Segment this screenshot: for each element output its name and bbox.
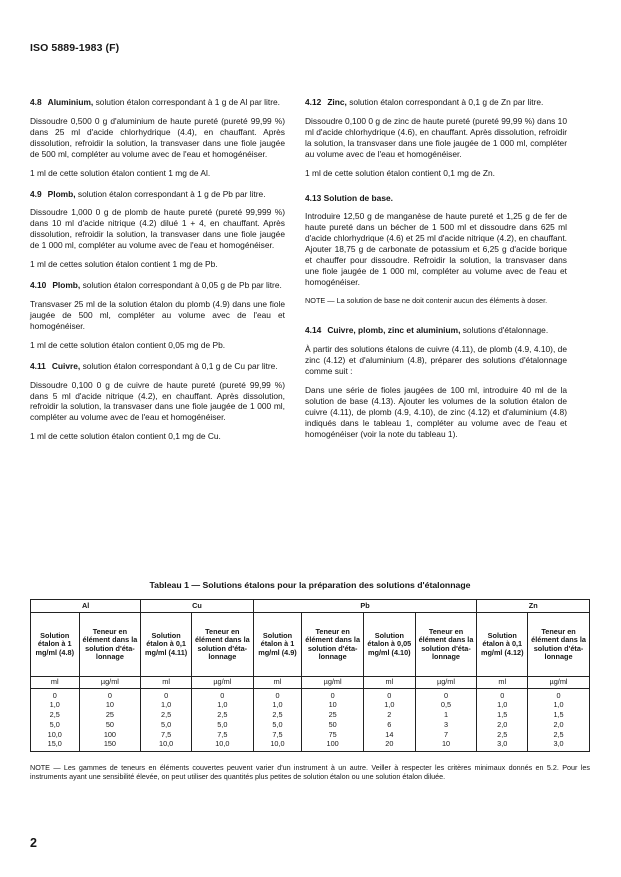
table-cell: 1 xyxy=(415,710,477,720)
table-cell: 2,5 xyxy=(253,710,302,720)
section-paragraph: Dissoudre 0,500 0 g d'aluminium de haute pureté (pureté 99,99 %) dans 25 ml d'acide chlorhydrique (4.4), en chauffant. Après dissolution, refroidir la solution, la transvaser dans une fiole jaugée de 500 ml, compléter au volume avec de l'eau et homogénéiser. xyxy=(30,115,285,159)
table-cell: 1,0 xyxy=(477,700,528,710)
page-number: 2 xyxy=(30,836,37,850)
section-name: Plomb, xyxy=(52,280,81,291)
table-cell: 0 xyxy=(31,689,80,701)
table-cell: 1,0 xyxy=(253,700,302,710)
section-title-text: solution étalon correspondant à 0,05 g de Pb par litre. xyxy=(82,280,282,291)
table-cell: 0 xyxy=(79,689,141,701)
table-cell: 2,0 xyxy=(528,720,590,730)
table-cell: 2,5 xyxy=(528,730,590,740)
section-number: 4.14 xyxy=(305,325,322,336)
section-4-11 xyxy=(30,361,285,443)
section-title xyxy=(30,189,285,200)
section-4-8 xyxy=(30,97,285,179)
table-cell: 7 xyxy=(415,730,477,740)
section-title xyxy=(305,97,567,108)
table-cell: 0 xyxy=(528,689,590,701)
table-cell: 1,0 xyxy=(141,700,192,710)
section-4-10 xyxy=(30,280,285,351)
table-cell: 1,5 xyxy=(528,710,590,720)
section-heading: 4.13 Solution de base. xyxy=(305,192,393,203)
section-paragraph: Dans une série de fioles jaugées de 100 ml, introduire 40 ml de la solution de base (4.13). Ajouter les volumes de la solution étalon de cuivre (4.11), de plomb (4.9, 4.10), de zinc (4.12) et d'aluminium (4.8) indiqués dans le tableau 1, compléter au volume avec de l'eau et homogénéiser (voir la note du tableau 1). xyxy=(305,385,567,439)
table-row xyxy=(31,720,590,730)
table-row xyxy=(31,700,590,710)
table-row xyxy=(31,740,590,751)
section-paragraph: 1 ml de cette solution étalon contient 0,1 mg de Zn. xyxy=(305,167,495,178)
section-4-9 xyxy=(30,189,285,271)
unit-cell: µg/ml xyxy=(191,677,253,689)
unit-cell: µg/ml xyxy=(528,677,590,689)
section-paragraph: Dissoudre 1,000 0 g de plomb de haute pureté (pureté 99,999 %) dans 10 ml d'acide nitrique (4.2) dilué 1 + 4, en chauffant. Après dissolution, refroidir la solution, la transvaser dans une fiole jaugée de 1 000 ml, compléter au volume avec de l'eau et homogénéiser. xyxy=(30,207,285,251)
table-cell: 0 xyxy=(477,689,528,701)
unit-cell: ml xyxy=(364,677,416,689)
table-cell: 50 xyxy=(302,720,364,730)
document-header: ISO 5889-1983 (F) xyxy=(30,42,120,54)
section-title-text: solution étalon correspondant à 0,1 g de Cu par litre. xyxy=(82,360,278,371)
table-cell: 10 xyxy=(415,740,477,751)
table-cell: 10,0 xyxy=(31,730,80,740)
section-paragraph: 1 ml de cette solution étalon contient 0,1 mg de Cu. xyxy=(30,431,221,442)
section-paragraph: Dissoudre 0,100 0 g de zinc de haute pureté (pureté 99,99 %) dans 10 ml d'acide chlorhydrique (4.6), en chauffant. Après dissolution, refroidir la solution, la transvaser dans une fiole jaugée de 1 000 ml, compléter au volume avec de l'eau et homogénéiser. xyxy=(305,115,567,159)
section-number: 4.9 xyxy=(30,188,42,199)
table-cell: 10,0 xyxy=(141,740,192,751)
table-cell: 7,5 xyxy=(253,730,302,740)
unit-cell: µg/ml xyxy=(79,677,141,689)
section-name: Cuivre, plomb, zinc et aluminium, xyxy=(327,325,461,336)
table-row xyxy=(31,689,590,701)
group-header-pb: Pb xyxy=(253,600,477,613)
group-header-al: Al xyxy=(31,600,141,613)
table-cell: 7,5 xyxy=(191,730,253,740)
table-cell: 2,5 xyxy=(477,730,528,740)
table-cell: 5,0 xyxy=(141,720,192,730)
table-cell: 75 xyxy=(302,730,364,740)
column-header: Teneur en élément dans la solution d'éta-lonnage xyxy=(415,613,477,677)
table-note: NOTE — Les gammes de teneurs en éléments couvertes peuvent varier d'un instrument à un autre. Veiller à respecter les critères minimaux donnés en 5.2. Pour les instruments ayant une sensibilité élevée, on peut utiliser des quantités plus petites de solution étalon ou une solution étalon diluée. xyxy=(30,763,590,782)
table-cell: 0,5 xyxy=(415,700,477,710)
table-cell: 1,0 xyxy=(31,700,80,710)
section-4-12 xyxy=(305,97,567,179)
unit-cell: µg/ml xyxy=(302,677,364,689)
section-paragraph: À partir des solutions étalons de cuivre (4.11), de plomb (4.9, 4.10), de zinc (4.12) et d'aluminium (4.8), préparer des solutions d'étalonnage comme suit : xyxy=(305,344,567,377)
section-name: Cuivre, xyxy=(51,360,81,371)
table-cell: 7,5 xyxy=(141,730,192,740)
table-cell: 10,0 xyxy=(191,740,253,751)
section-number: 4.10 xyxy=(30,280,47,291)
table-row xyxy=(31,710,590,720)
section-number: 4.8 xyxy=(30,97,42,107)
table-units-row xyxy=(31,677,590,689)
unit-cell: ml xyxy=(253,677,302,689)
column-header: Teneur en élément dans la solution d'éta-lonnage xyxy=(528,613,590,677)
table-cell: 25 xyxy=(79,710,141,720)
left-column xyxy=(30,97,285,452)
section-4-13 xyxy=(305,193,567,306)
table-group-header-row xyxy=(31,600,590,613)
table-cell: 0 xyxy=(302,689,364,701)
table-cell: 0 xyxy=(141,689,192,701)
column-header: Solution étalon à 1 mg/ml (4.9) xyxy=(253,613,302,677)
unit-cell: ml xyxy=(31,677,80,689)
section-title xyxy=(30,280,285,291)
section-number: 4.12 xyxy=(305,97,322,107)
unit-cell: ml xyxy=(477,677,528,689)
table-cell: 1,0 xyxy=(528,700,590,710)
table-cell: 0 xyxy=(364,689,416,701)
column-header: Solution étalon à 1 mg/ml (4.8) xyxy=(31,613,80,677)
table-cell: 150 xyxy=(79,740,141,751)
column-header: Teneur en élément dans la solution d'éta-lonnage xyxy=(79,613,141,677)
section-name: Zinc, xyxy=(327,97,347,107)
table-cell: 3,0 xyxy=(528,740,590,751)
column-header: Teneur en élément dans la solution d'éta-lonnage xyxy=(302,613,364,677)
section-title-text: solution étalon correspondant à 1 g de Al par litre. xyxy=(95,97,280,107)
section-name: Plomb, xyxy=(47,188,76,199)
table-sub-header-row xyxy=(31,613,590,677)
table-cell: 1,0 xyxy=(191,700,253,710)
table-cell: 6 xyxy=(364,720,416,730)
section-title xyxy=(30,97,285,108)
table-cell: 1,0 xyxy=(364,700,416,710)
column-header: Solution étalon à 0,1 mg/ml (4.12) xyxy=(477,613,528,677)
section-paragraph: 1 ml de cette solution étalon contient 0,05 mg de Pb. xyxy=(30,339,226,350)
section-paragraph: 1 ml de cette solution étalon contient 1 mg de Al. xyxy=(30,167,211,178)
section-title xyxy=(305,325,567,336)
section-title xyxy=(30,361,285,372)
table-cell: 10,0 xyxy=(253,740,302,751)
table-cell: 25 xyxy=(302,710,364,720)
table-cell: 3,0 xyxy=(477,740,528,751)
table-cell: 1,5 xyxy=(477,710,528,720)
table-title: Tableau 1 — Solutions étalons pour la préparation des solutions d'étalonnage xyxy=(149,580,471,590)
calibration-table xyxy=(30,599,590,752)
table-cell: 15,0 xyxy=(31,740,80,751)
section-title-text: solution étalon correspondant à 0,1 g de Zn par litre. xyxy=(349,97,544,107)
section-title-text: solutions d'étalonnage. xyxy=(462,325,549,336)
column-header: Teneur en élément dans la solution d'éta-lonnage xyxy=(191,613,253,677)
table-cell: 100 xyxy=(302,740,364,751)
section-paragraph: Transvaser 25 ml de la solution étalon du plomb (4.9) dans une fiole jaugée de 500 ml, compléter au volume avec de l'eau et homogénéiser. xyxy=(30,298,285,331)
section-note: NOTE — La solution de base ne doit contenir aucun des éléments à doser. xyxy=(305,295,548,305)
section-name: Aluminium, xyxy=(47,97,94,107)
table-cell: 5,0 xyxy=(191,720,253,730)
table-cell: 0 xyxy=(415,689,477,701)
section-4-14 xyxy=(305,325,567,439)
section-paragraph: Dissoudre 0,100 0 g de cuivre de haute pureté (pureté 99,99 %) dans 5 ml d'acide nitrique (4.2), en chauffant. Après dissolution, refroidir la solution, la transvaser dans une fiole jaugée de 1 000 ml, compléter au volume avec de l'eau et homogénéiser. xyxy=(30,379,285,423)
section-title-text: solution étalon correspondant à 1 g de Pb par litre. xyxy=(77,188,266,199)
group-header-zn: Zn xyxy=(477,600,590,613)
table-cell: 50 xyxy=(79,720,141,730)
table-cell: 0 xyxy=(191,689,253,701)
table-cell: 20 xyxy=(364,740,416,751)
unit-cell: ml xyxy=(141,677,192,689)
table-cell: 100 xyxy=(79,730,141,740)
column-header: Solution étalon à 0,05 mg/ml (4.10) xyxy=(364,613,416,677)
table-cell: 10 xyxy=(79,700,141,710)
unit-cell: µg/ml xyxy=(415,677,477,689)
table-cell: 5,0 xyxy=(31,720,80,730)
table-cell: 10 xyxy=(302,700,364,710)
table-cell: 3 xyxy=(415,720,477,730)
right-column xyxy=(305,97,567,450)
section-number: 4.11 xyxy=(30,360,46,371)
table-cell: 14 xyxy=(364,730,416,740)
table-cell: 2,5 xyxy=(31,710,80,720)
column-header: Solution étalon à 0,1 mg/ml (4.11) xyxy=(141,613,192,677)
table-cell: 2,0 xyxy=(477,720,528,730)
group-header-cu: Cu xyxy=(141,600,253,613)
section-paragraph: 1 ml de cettes solution étalon contient 1 mg de Pb. xyxy=(30,259,218,270)
table-cell: 2,5 xyxy=(191,710,253,720)
section-paragraph: Introduire 12,50 g de manganèse de haute pureté et 1,25 g de fer de haute pureté dans un bécher de 1 500 ml et dissoudre dans 625 ml d'acide chlorhydrique (4.6) et 25 ml d'acide nitrique (4.2), en chauffant. Ajouter 18,75 g de carbonate de potassium et 6,25 g d'acide borique et chauffer pour dissoudre. Refroidir la solution, la transvaser dans une fiole jaugée de 1 000 ml, compléter au volume avec de l'eau et homogénéiser. xyxy=(305,211,567,287)
table-cell: 2,5 xyxy=(141,710,192,720)
table-cell: 5,0 xyxy=(253,720,302,730)
table-cell: 0 xyxy=(253,689,302,701)
table-cell: 2 xyxy=(364,710,416,720)
